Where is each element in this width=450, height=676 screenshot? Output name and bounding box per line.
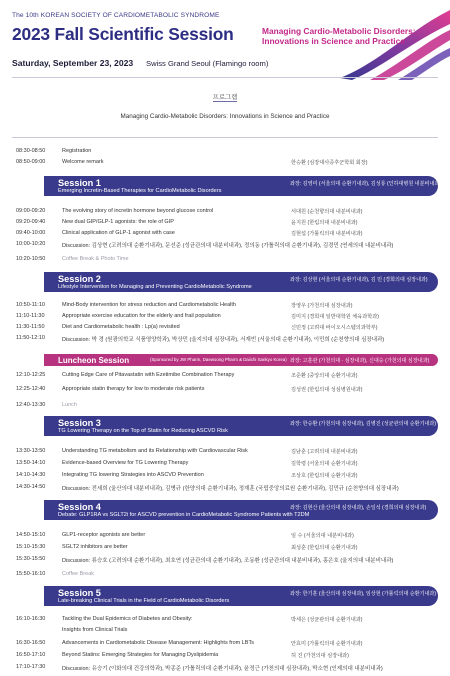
title-cell: Discussion: 김상현 (고려의대 순환기내과), 문선준 (성균관의대 내분비내과), 정의동 (가톨릭의대 순환기내과), 김경민 (연세의대 내분비내과) [62, 243, 394, 249]
time-cell: 15:50-16:10 [16, 571, 46, 577]
title-cell: Diet and Cardiometabolic health : Lp(a) revisited [62, 324, 180, 330]
schedule-row [12, 302, 442, 312]
schedule-row [12, 219, 442, 229]
schedule-row [12, 484, 442, 494]
time-cell: 12:25-12:40 [16, 386, 46, 392]
speaker-cell: 윤지원 (한림의대 내분비내과) [291, 220, 358, 226]
speaker-cell: 안효미 (가톨릭의대 순환기내과) [291, 641, 363, 647]
header-banner [0, 0, 450, 80]
speaker-cell: 김학령 (서울의대 순환기내과) [291, 461, 358, 467]
title-cell: Coffee Break [62, 571, 95, 577]
header-divider [12, 77, 438, 78]
speaker-cell: 김현섭 (가톨릭의대 내분비내과) [291, 231, 363, 237]
time-cell: 12:10-12:25 [16, 372, 46, 378]
title-cell: Lunch [62, 402, 77, 408]
schedule-row [12, 324, 442, 334]
schedule-row [12, 241, 442, 251]
time-cell: 09:40-10:00 [16, 230, 46, 236]
title-cell: Coffee Break & Photo Time [62, 256, 129, 262]
schedule-row [12, 616, 442, 626]
schedule-row [12, 159, 442, 169]
luncheon-banner: Luncheon Session (Sponsored by JW Pharm, Daewoong Pharm & Daiichi Sankyo Korea) 좌장: 고훈관 (가천의대 · 심장내과), 신대승 (가천의대 심장내과) [44, 354, 438, 366]
schedule-row [12, 448, 442, 458]
speaker-cell: 조준환 (중앙의대 순환기내과) [291, 373, 358, 379]
title-cell: Tackling the Dual Epidemics of Diabetes and Obesity: [62, 616, 193, 622]
schedule-row [12, 472, 442, 482]
society-name: The 10th KOREAN SOCIETY OF CARDIOMETABOLIC SYNDROME [12, 12, 220, 19]
break-row [12, 402, 442, 412]
title-cell: Beyond Statins: Emerging Strategies for Managing Dyslipidemia [62, 652, 219, 658]
title-cell: Insights from Clinical Trials [62, 627, 128, 633]
title-cell: SGLT2 inhibitors are better [62, 544, 128, 550]
time-cell: 09:20-09:40 [16, 219, 46, 225]
speaker-cell: 김성권 (한림의대 성심병원내과) [291, 387, 363, 393]
session-2-banner: Session 2 Lifestyle Intervention for Managing and Preventing CardioMetabolic Syndrome 좌장: 김상현 (서울의대 순환기내과), 김 민 (경희의대 심장내과) [44, 272, 438, 292]
program-label: 프로그램 [212, 94, 238, 101]
title-cell: Discussion: 류승호 (고려의대 순환기내과), 최호연 (성균관의대 순환기내과), 조동환 (성균관의대 내분비내과), 홍은호 (울지의대 내분비내과) [62, 558, 394, 564]
time-cell: 16:50-17:10 [16, 652, 46, 658]
break-row [12, 571, 442, 581]
event-title: 2023 Fall Scientific Session [12, 24, 234, 44]
schedule-row [12, 313, 442, 323]
title-cell: Mind-Body intervention for stress reduction and Cardiometabolic Health [62, 302, 236, 308]
time-cell: 10:20-10:50 [16, 256, 46, 262]
title-cell: Integrating TG lowering Strategies into ASCVD Prevention [62, 472, 204, 478]
schedule-row [12, 230, 442, 240]
schedule-row [12, 627, 442, 637]
schedule-row [12, 544, 442, 554]
event-theme: Managing Cardio-Metabolic Disorders: Innovations in Science and Practice [262, 26, 416, 46]
time-cell: 10:00-10:20 [16, 241, 46, 247]
program-label-underline [213, 101, 237, 102]
time-cell: 13:50-14:10 [16, 460, 46, 466]
speaker-cell: 조상호 (한림의대 순환기내과) [291, 473, 358, 479]
title-cell: Discussion: 전세희 (울산의대 내분비내과), 김병규 (한양의대 순환기내과), 정재훈 (국립중앙의료원 순환기내과), 김민규 (순천향의대 심장내과) [62, 486, 399, 492]
time-cell: 11:30-11:50 [16, 324, 45, 330]
event-venue: Swiss Grand Seoul (Flamingo room) [146, 59, 269, 68]
schedule-row [12, 372, 442, 382]
title-cell: Appropriate statin therapy for low to moderate risk patients [62, 386, 205, 392]
time-cell: 14:50-15:10 [16, 532, 46, 538]
speaker-cell: 서대원 (순천향의대 내분비내과) [291, 209, 363, 215]
time-cell: 08:30-08:50 [16, 148, 46, 154]
time-cell: 09:00-09:20 [16, 208, 46, 214]
schedule-row [12, 460, 442, 470]
speaker-cell: 최성훈 (한림의대 순환기내과) [291, 545, 358, 551]
speaker-cell: 김미지 (경희대 일반대학원 체육과학과) [291, 314, 379, 320]
schedule-row [12, 664, 442, 674]
session-3-banner: Session 3 TG Lowering Therapy on the Top of Statin for Reducing ASCVD Risk 좌장: 한승환 (가천의대 심장내과), 김병진 (성균관의대 순환기내과) [44, 416, 438, 436]
time-cell: 16:10-16:30 [16, 616, 46, 622]
schedule-row [12, 640, 442, 650]
time-cell: 15:10-15:30 [16, 544, 46, 550]
time-cell: 08:50-09:00 [16, 159, 46, 165]
schedule-row [12, 652, 442, 662]
speaker-cell: 임 수 (서울의대 내분비내과) [291, 533, 354, 539]
speaker-cell: 한승환 (심장대사증후군학회 회장) [291, 160, 368, 166]
title-cell: Welcome remark [62, 159, 104, 165]
session-5-banner: Session 5 Late-breaking Clinical Trials in the Field of CardioMetabolic Disorders 좌장: 한기훈 (울산의대 심장내과), 임상현 (가톨릭의대 순환기내과) [44, 586, 438, 606]
title-cell: New dual GIP/GLP-1 agonists: the role of GIP [62, 219, 174, 225]
session-4-banner: Session 4 Debate: GLP1RA vs SGLT2i for ASCVD prevention in CardioMetabolic Syndrome Patients with T2DM 좌장: 김현산 (울산의대 심장내과), 손일석 (경희의대 심장내과) [44, 500, 438, 520]
speaker-cell: 박세은 (성균관의대 순환기내과) [291, 617, 363, 623]
title-cell: Discussion: 박 경 (원광의학교 식품영양학과), 박상민 (울지의대 심장내과), 서재빈 (서울의대 순환기내과), 이민희 (순천향의대 심장내과) [62, 337, 385, 343]
title-cell: Registration [62, 148, 92, 154]
title-cell: Advancements in Cardiometabolic Disease Management: Highlights from LBTs [62, 640, 254, 646]
time-cell: 17:10-17:30 [16, 664, 46, 670]
title-cell: The evolving story of incretin hormone beyond glucose control [62, 208, 214, 214]
time-cell: 16:30-16:50 [16, 640, 46, 646]
event-date: Saturday, September 23, 2023 [12, 58, 134, 68]
speaker-cell: 장영우 (가천의대 심장내과) [291, 303, 353, 309]
schedule-row [12, 532, 442, 542]
time-cell: 10:50-11:10 [16, 302, 45, 308]
schedule-row [12, 148, 442, 158]
speaker-cell: 김남훈 (고려의대 내분비내과) [291, 449, 358, 455]
time-cell: 11:50-12:10 [16, 335, 45, 341]
title-cell: Cutting Edge Care of Pitavastatin with Ezetimibe Combination Therapy [62, 372, 235, 378]
title-cell: Clinical application of GLP-1 agonist with case [62, 230, 175, 236]
schedule-row [12, 556, 442, 566]
break-row [12, 256, 442, 266]
title-cell: Evidence-based Overview for TG Lowering Therapy [62, 460, 189, 466]
title-cell: GLP1-receptor agonists are better [62, 532, 146, 538]
title-cell: Understanding TG metabolism and its Relationship with Cardiovascular Risk [62, 448, 248, 454]
program-theme: Managing Cardio-Metabolic Disorders: Innovations in Science and Practice [120, 113, 330, 120]
schedule-row [12, 208, 442, 218]
session-1-banner: Session 1 Emerging Incretin-Based Therapies for CardioMetabolic Disorders 좌장: 김영미 (서울의대 순환기내과), 김성룡 (인하대병원 내분비내과) [44, 176, 438, 196]
schedule-row [12, 335, 442, 345]
title-cell: Appropriate exercise education for the elderly and frail population [62, 313, 221, 319]
title-cell: Discussion: 유승기 (이화의대 건강의학과), 박종준 (가톨릭의대 순환기내과), 윤정근 (가천의대 심장내과), 박소현 (인제의대 내분비내과) [62, 666, 383, 672]
speaker-cell: 허 진 (가천의대 심장내과) [291, 653, 349, 659]
time-cell: 14:30-14:50 [16, 484, 46, 490]
time-cell: 13:30-13:50 [16, 448, 46, 454]
time-cell: 15:30-15:50 [16, 556, 46, 562]
time-cell: 12:40-13:30 [16, 402, 46, 408]
time-cell: 11:10-11:30 [16, 313, 45, 319]
schedule-row [12, 386, 442, 396]
speaker-cell: 신민정 (고려대 바이오시스템의과학부) [291, 325, 378, 331]
program-divider [12, 137, 438, 138]
time-cell: 14:10-14:30 [16, 472, 46, 478]
